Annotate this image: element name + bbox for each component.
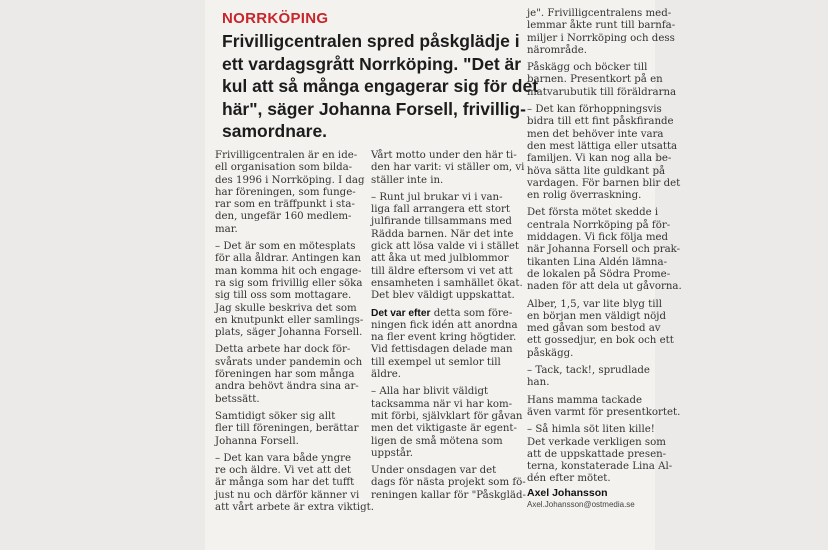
text-line: terna, konstaterade Lina Al- [527, 461, 673, 473]
text-line: ställer inte in. [371, 174, 444, 186]
text-line: – Alla har blivit väldigt [371, 386, 489, 398]
text-line: Frivilligcentralen spred påskglädje i [222, 31, 520, 51]
text-line: höva sätta lite guldkant på [527, 165, 666, 177]
text-line: den, ungefär 160 medlem- [215, 211, 352, 223]
text-line: när Johanna Forsell och prak- [527, 244, 681, 256]
text-line: Vårt motto under den här ti- [371, 150, 517, 161]
text-line: ell organisation som bilda- [215, 162, 353, 174]
text-line: här", säger Johanna Forsell, frivillig- [222, 98, 526, 119]
text-line: naden för att dela ut gåvorna. [527, 281, 682, 293]
text-line: är många som har det tufft [215, 477, 355, 489]
column-2 [371, 150, 526, 502]
paragraph-lead: Det var efter [371, 307, 431, 319]
text-line: ningen fick idén att anordna [371, 319, 518, 331]
text-line: Alber, 1,5, var lite blyg till [527, 298, 663, 310]
text-line: Samtidigt söker sig allt [215, 410, 336, 422]
text-line: ensamheten i samhället ökat. [371, 277, 523, 289]
text-line: bidra till ett fint påskfirande [527, 116, 674, 128]
text-line: – Tack, tack!, sprudlade [527, 365, 650, 377]
text-line: sig till oss som mottagare. [215, 290, 352, 302]
text-line: de lokalen på Södra Prome- [527, 268, 671, 280]
text-line: till äldre eftersom vi vet att [371, 265, 513, 277]
text-line: vardagen. För barnen blir det [527, 177, 681, 189]
text-line: gick att lösa valde vi i stället [371, 241, 519, 253]
text-line: att vårt arbete är extra viktigt. [215, 502, 375, 514]
text-line: även varmt för presentkortet. [527, 406, 681, 418]
text-line: ligen de små mötena som [371, 435, 503, 447]
text-line: han. [527, 377, 550, 389]
column-2-part-a [371, 150, 525, 303]
text-line: – Det är som en mötesplats [215, 241, 356, 253]
text-line: Under onsdagen var det [371, 465, 497, 477]
text-line: mar. [215, 223, 238, 235]
text-line: ett vardagsgrått Norrköping. "Det är [222, 53, 522, 74]
section-label: NORRKÖPING [222, 10, 329, 27]
text-line: Rädda barnen. När det inte [371, 228, 514, 240]
text-line: lemmar åkte runt till barnfa- [527, 20, 676, 32]
text-line: med gåvan som bestod av [527, 323, 661, 335]
text-line: miljer i Norrköping och dess [527, 32, 675, 44]
text-line: kul att så många engagerar sig för det [222, 76, 539, 96]
paragraph-lead-line: Det var efter detta som före- [371, 307, 513, 319]
text-line: middagen. Vi fick följa med [527, 232, 669, 244]
text-line: liga fall arrangera ett stort [371, 204, 511, 216]
text-line: en knutpunkt eller samlings- [215, 314, 364, 326]
text-line: Vid fettisdagen delade man [371, 344, 513, 356]
text-line: tacksamma när vi har kom- [371, 398, 513, 410]
text-line: har föreningen, som funge- [215, 186, 356, 198]
text-line: dags för nästa projekt som fö- [371, 477, 526, 489]
text-line: betssätt. [215, 393, 260, 405]
text-line: svårats under pandemin och [215, 356, 363, 368]
text-line: den har varit: vi ställer om, vi [371, 162, 525, 174]
text-line: plats, säger Johanna Forsell. [215, 327, 363, 339]
text-line: tikanten Lina Aldén lämna- [527, 256, 668, 268]
headline [222, 30, 539, 143]
column-3-text [527, 8, 682, 486]
text-line: familjen. Vi kan nog alla be- [527, 153, 672, 165]
text-line: Hans mamma tackade [527, 394, 643, 406]
text-line: ett gossedjur, en bok och ett [527, 335, 674, 347]
text-line: dén efter mötet. [527, 473, 611, 485]
text-line: att åka ut med julblommor [371, 253, 509, 265]
text-line: man komma hit och engage- [215, 265, 362, 277]
text-line: reningen kallar för "Påskgläd- [371, 489, 526, 501]
text-line: Johanna Forsell. [215, 435, 299, 447]
text-line: äldre. [371, 369, 401, 381]
text-line: samordnare. [222, 121, 328, 141]
text-line: des 1996 i Norrköping. I dag [215, 174, 365, 186]
text-line: en början men väldigt nöjd [527, 310, 666, 322]
text-line: – Runt jul brukar vi i van- [371, 191, 503, 203]
text-line: re och äldre. Vi vet att det [215, 465, 351, 477]
text-line: centrala Norrköping på för- [527, 219, 671, 231]
text-line: rar som en träffpunkt i sta- [215, 199, 355, 211]
text-line: julfirande tillsammans med [371, 216, 512, 228]
text-line: – Så himla söt liten kille! [527, 424, 655, 436]
text-line: att de uppskattade presen- [527, 448, 667, 460]
text-line: till exempel ut semlor till [371, 356, 501, 368]
text-line: påskägg. [527, 347, 574, 359]
byline-email: Axel.Johansson@ostmedia.se [527, 499, 635, 509]
text-line: men det viktigaste är egent- [371, 423, 517, 435]
text-line: Det verkade verkligen som [527, 436, 666, 448]
text-line: uppstår. [371, 447, 413, 459]
text-line: men det behöver inte vara [527, 128, 664, 140]
text-line: na fler event kring högtider. [371, 332, 517, 344]
text-line: närområde. [527, 44, 588, 56]
text-line: en rolig överraskning. [527, 190, 642, 202]
text-line: Jag skulle beskriva det som [215, 302, 357, 314]
text-line: just nu och därför känner vi [215, 489, 360, 501]
column-1 [215, 150, 375, 514]
text-line: barnen. Presentkort på en [527, 74, 663, 86]
text-line: je". Frivilligcentralens med- [527, 8, 672, 19]
text-line: – Det kan vara både yngre [215, 452, 352, 464]
text-line: Det blev väldigt uppskattat. [371, 290, 515, 302]
text-line: fler till föreningen, berättar [215, 423, 359, 435]
text-line: Frivilligcentralen är en ide- [215, 150, 358, 161]
text-line: föreningen har som många [215, 369, 355, 381]
text-line: Påskägg och böcker till [527, 62, 648, 74]
text-line: Det första mötet skedde i [527, 207, 659, 219]
text-line: matvarubutik till föräldrarna [527, 86, 677, 98]
text-line: den mest lättiga eller utsatta [527, 140, 678, 152]
column-2-part-b [371, 319, 526, 502]
text-line: Detta arbete har dock för- [215, 344, 351, 356]
text-line: för alla åldrar. Antingen kan [215, 253, 361, 265]
text-line: mit förbi, självklart för gåvan [371, 410, 523, 422]
text-line: andra behövt ändra sina ar- [215, 381, 359, 393]
text-line: ra sig som frivillig eller söka [215, 277, 363, 289]
text-line: – Det kan förhoppningsvis [527, 104, 662, 116]
byline: Axel Johansson [527, 486, 608, 499]
column-3 [527, 8, 682, 511]
